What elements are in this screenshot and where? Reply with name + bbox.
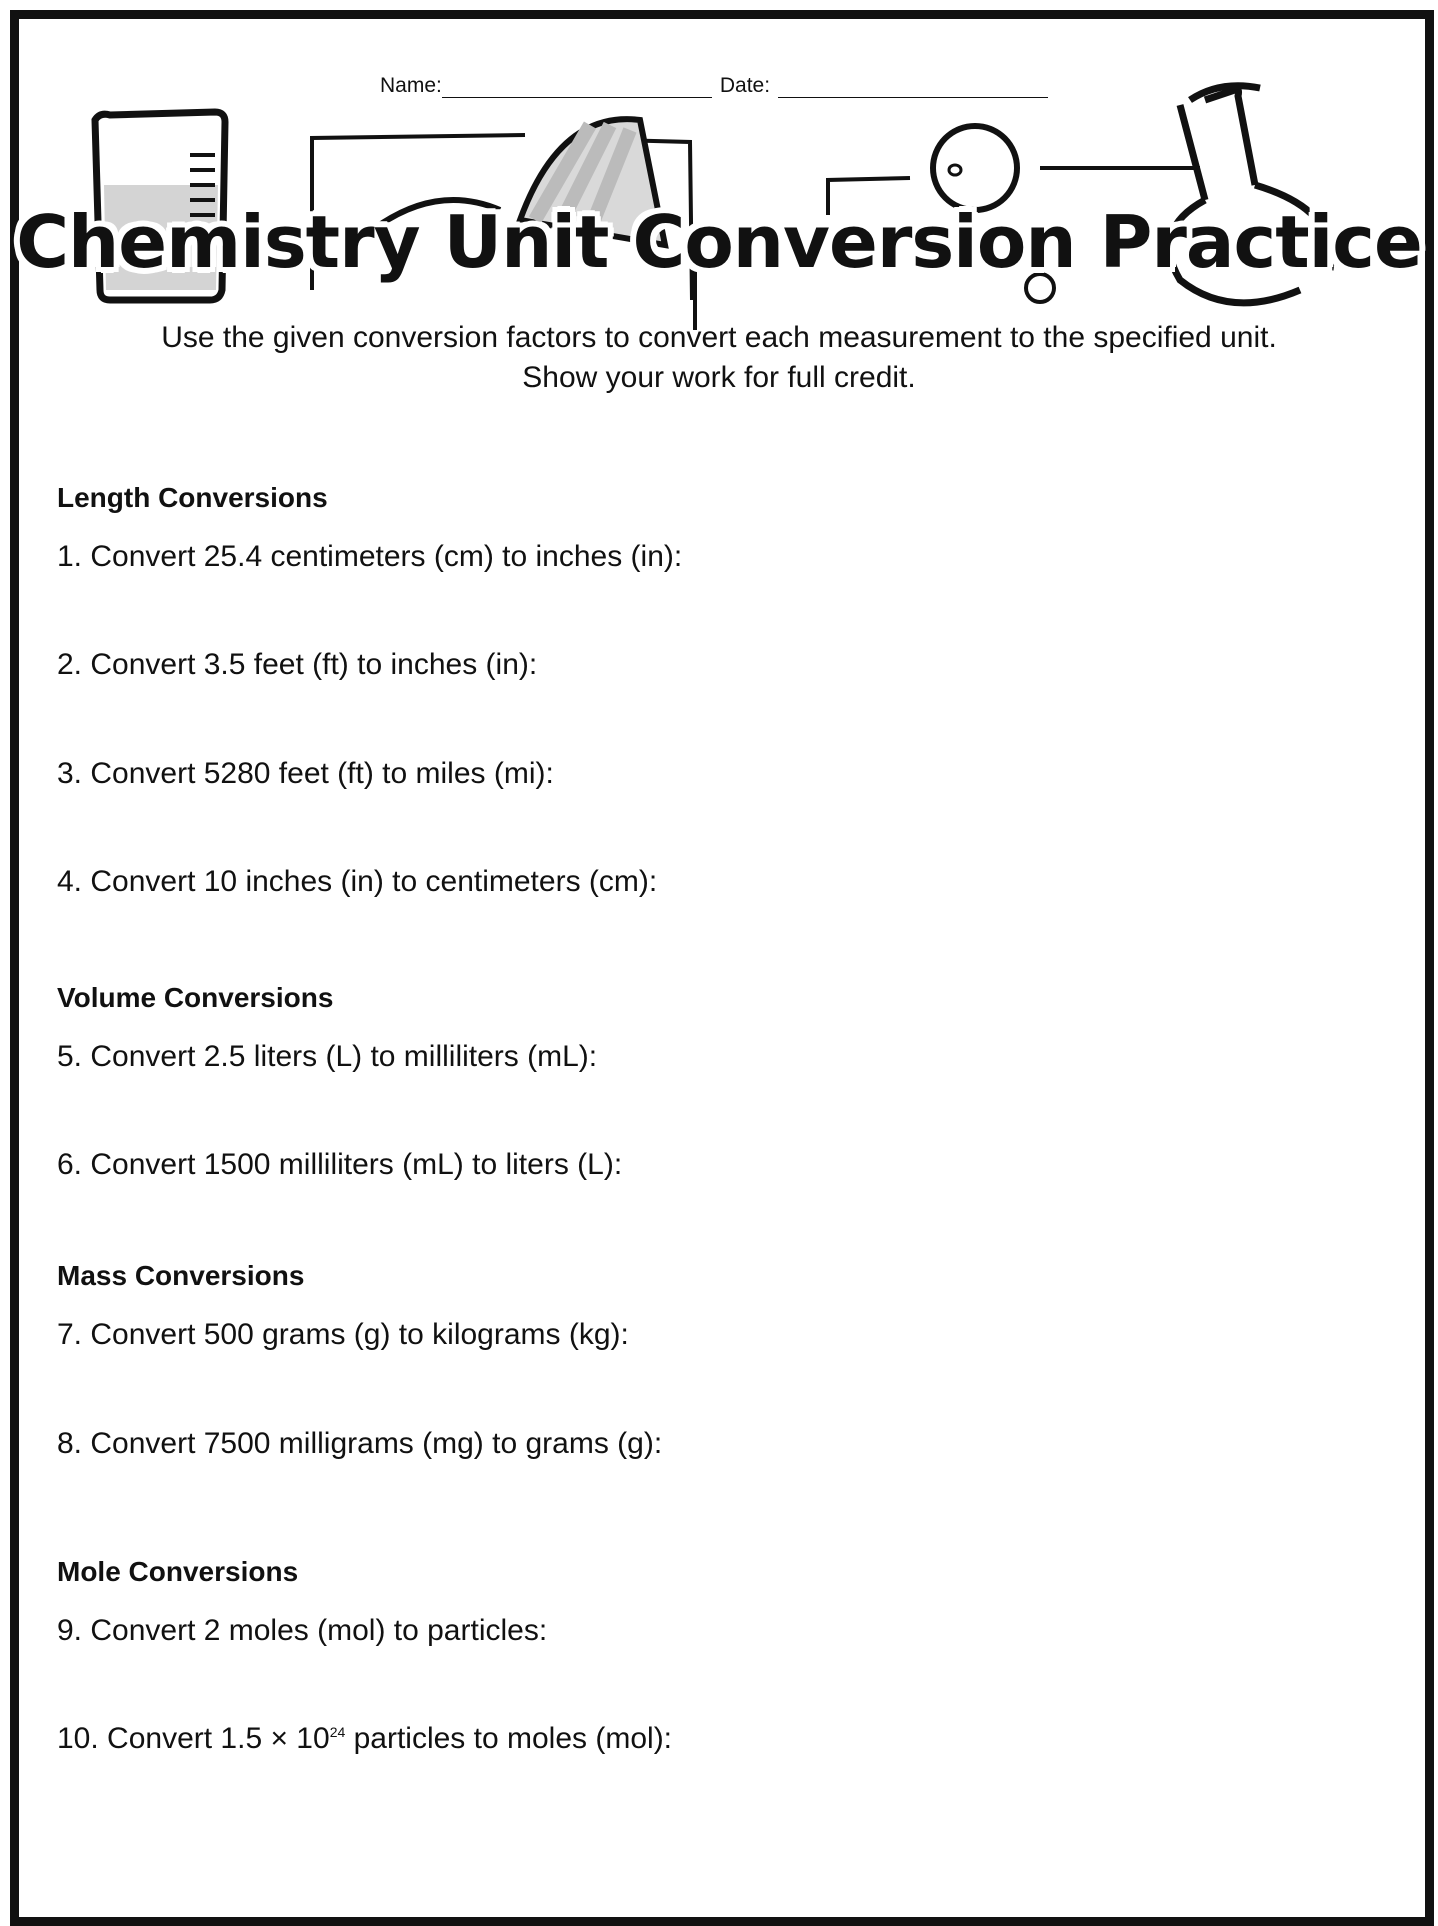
question-10 (57, 1722, 672, 1756)
name-field[interactable] (442, 79, 712, 98)
question-5: 5. Convert 2.5 liters (L) to milliliters (mL): (57, 1040, 598, 1073)
section-title-length: Length Conversions (57, 482, 328, 513)
date-field[interactable] (778, 79, 1048, 98)
question-10-prefix: 10. Convert 1.5 × 10 (57, 1722, 330, 1755)
question-6: 6. Convert 1500 milliliters (mL) to liters (L): (57, 1148, 623, 1181)
instructions (0, 318, 1438, 398)
question-2: 2. Convert 3.5 feet (ft) to inches (in): (57, 648, 538, 681)
date-label: Date: (719, 74, 771, 97)
name-date-fields (380, 74, 1048, 98)
question-8: 8. Convert 7500 milligrams (mg) to grams (g): (57, 1427, 663, 1460)
section-title-mass: Mass Conversions (57, 1260, 305, 1291)
question-1: 1. Convert 25.4 centimeters (cm) to inches (in): (57, 540, 683, 573)
section-title-volume: Volume Conversions (57, 982, 334, 1013)
section-title-mole: Mole Conversions (57, 1556, 299, 1587)
question-9: 9. Convert 2 moles (mol) to particles: (57, 1614, 548, 1647)
name-label: Name: (380, 74, 442, 97)
lab-equipment-illustration (0, 0, 1438, 340)
question-4: 4. Convert 10 inches (in) to centimeters (cm): (57, 865, 658, 898)
question-10-exponent: 24 (329, 1724, 346, 1740)
page-title: Chemistry Unit Conversion Practice (16, 200, 1422, 284)
question-10-suffix: particles to moles (mol): (345, 1722, 673, 1755)
instructions-line-1: Use the given conversion factors to convert each measurement to the specified unit. (161, 321, 1277, 354)
question-3: 3. Convert 5280 feet (ft) to miles (mi): (57, 757, 554, 790)
instructions-line-2: Show your work for full credit. (522, 361, 916, 394)
question-7: 7. Convert 500 grams (g) to kilograms (kg): (57, 1318, 629, 1351)
